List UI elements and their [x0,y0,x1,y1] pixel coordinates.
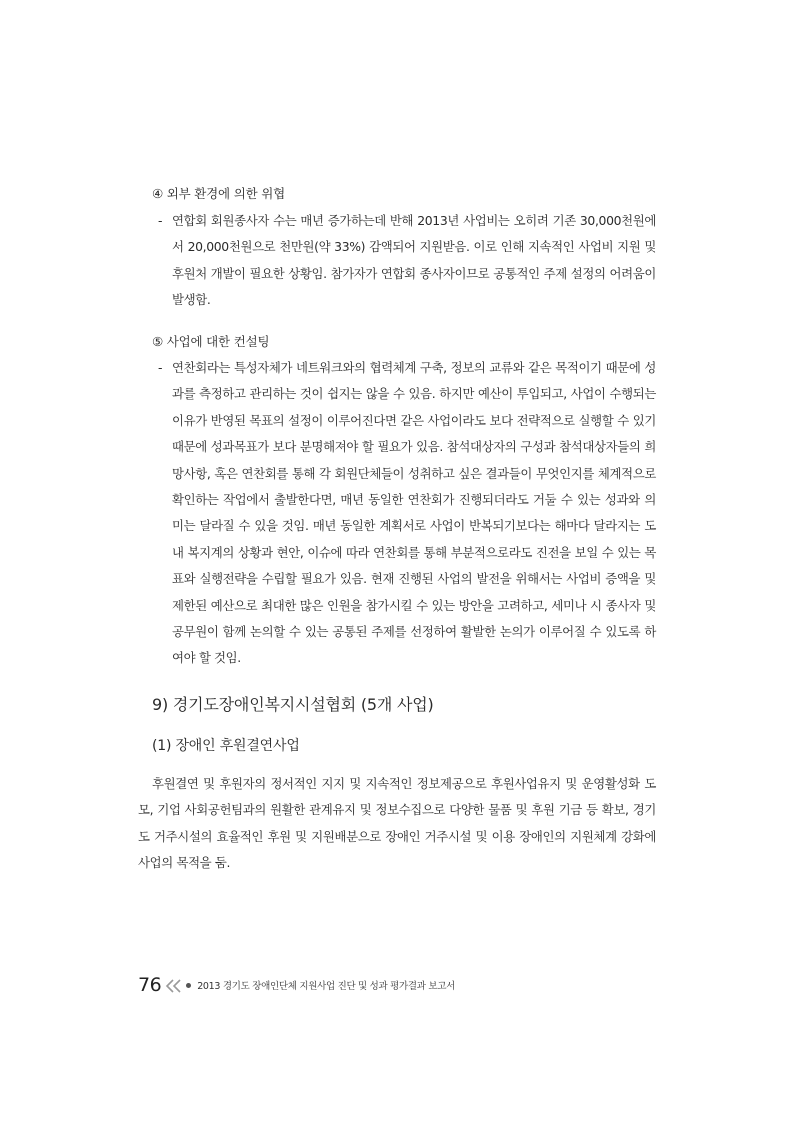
item4-bullet: - [158,213,163,228]
subsection-title: (1) 장애인 후원결연사업 [152,738,300,754]
footer-report-title: 2013 경기도 장애인단체 지원사업 진단 및 성과 평가결과 보고서 [197,981,455,992]
page-footer [138,973,455,997]
item5-body [158,355,656,672]
item5-heading: ⑤ 사업에 대한 컨설팅 [152,334,270,349]
item5-text: 연찬회라는 특성자체가 네트워크와의 협력체계 구축, 정보의 교류와 같은 목적이기 때문에 성과를 측정하고 관리하는 것이 쉽지는 않을 수 있음. 하지만 예산이 투입되고, 사업이 수행되는 이유가 반영된 목표의 설정이 이루어진다면 같은 사업이라도 보다 전략적으로 실행할 수 있기 때문에 성과목표가 보다 분명해져야 할 필요가 있음. 참석대상자의 구성과 참석대상자들의 희망사항, 혹은 연찬회를 통해 각 회원단체들이 성취하고 싶은 결과들이 무엇인지를 체계적으로 확인하는 작업에서 출발한다면, 매년 동일한 연찬회가 진행되더라도 거둘 수 있는 성과와 의미는 달라질 수 있을 것임. 매년 동일한 계획서로 사업이 반복되기보다는 해마다 달라지는 도 내 복지계의 상황과 현안, 이슈에 따라 연찬회를 통해 부분적으로라도 진전을 보일 수 있는 목표와 실행전략을 수립할 필요가 있음. 현재 진행된 사업의 발전을 위해서는 사업비 증액을 및 제한된 예산으로 최대한 많은 인원을 참가시킬 수 있는 방안을 고려하고, 세미나 시 종사자 및 공무원이 함께 논의할 수 있는 공통된 주제를 선정하여 활발한 논의가 이루어질 수 있도록 하여야 할 것임. [172,360,656,666]
section-title: 9) 경기도장애인복지시설협회 (5개 사업) [152,695,434,714]
double-chevron-left-icon [164,978,184,992]
item4-text: 연합회 회원종사자 수는 매년 증가하는데 반해 2013년 사업비는 오히려 기존 30,000천원에서 20,000천원으로 천만원(약 33%) 감액되어 지원받음. 이로 인해 지속적인 사업비 지원 및 후원처 개발이 필요한 상황임. 참가자가 연합회 종사자이므로 공통적인 주제 설정의 어려움이 발생함. [172,213,656,308]
item5-bullet: - [158,360,163,375]
page-number: 76 [138,974,162,996]
item4-heading: ④ 외부 환경에 의한 위협 [152,186,285,201]
footer-bullet-dot [186,983,191,988]
section-paragraph: 후원결연 및 후원자의 정서적인 지지 및 지속적인 정보제공으로 후원사업유지 및 운영활성화 도모, 기업 사회공헌팀과의 원활한 관계유지 및 정보수집으로 다양한 물품 및 후원 기금 등 확보, 경기도 거주시설의 효율적인 후원 및 지원배분으로 장애인 거주시설 및 이용 장애인의 지원체계 강화에 사업의 목적을 둠. [138,776,656,871]
item4-body [158,208,656,314]
